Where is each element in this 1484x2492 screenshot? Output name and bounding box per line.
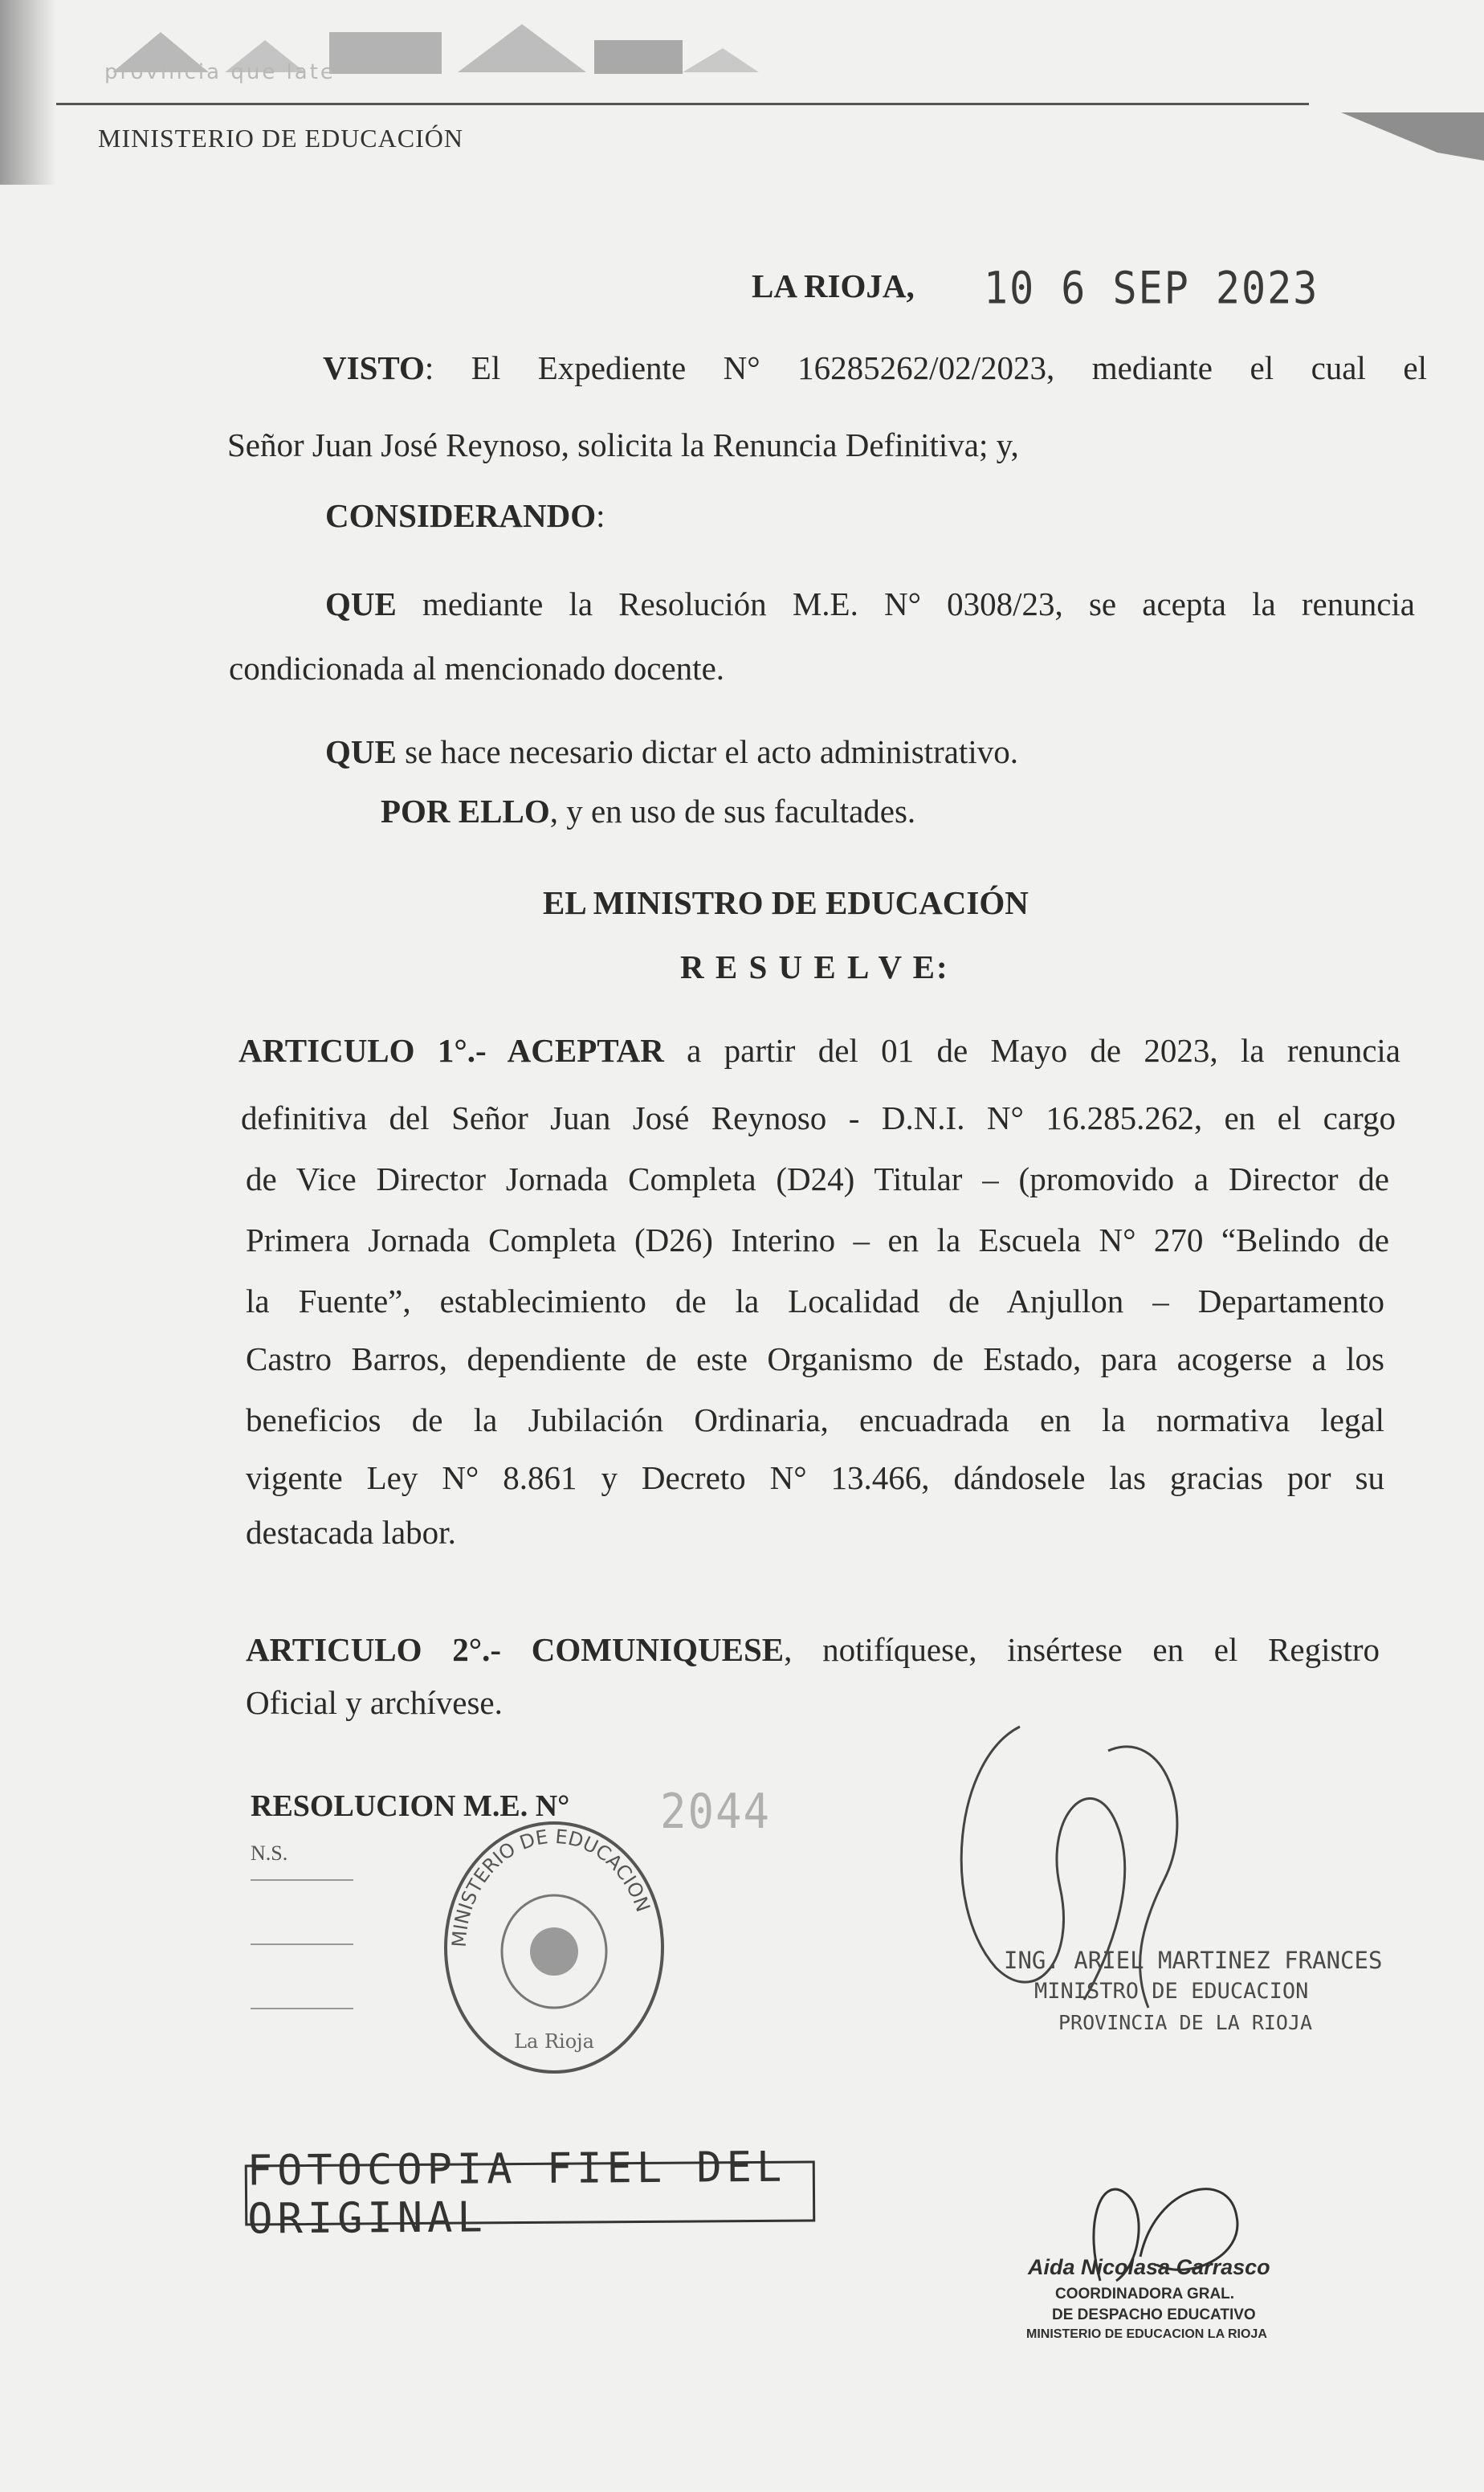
ns-line-3 — [251, 2008, 353, 2009]
que1-label: QUE — [325, 585, 397, 622]
resolucion-number: 2044 — [660, 1783, 772, 1840]
art1-line4: Primera Jornada Completa (D26) Interino – en la Escuela N° 270 “Belindo de — [246, 1222, 1389, 1258]
header-rule — [56, 103, 1309, 105]
porello-label: POR ELLO — [381, 793, 550, 830]
que2-label: QUE — [325, 733, 397, 770]
que2-text: se hace necesario dictar el acto administrativo. — [396, 733, 1018, 770]
art1-line1 — [238, 1034, 1400, 1067]
sig1-title: MINISTRO DE EDUCACION — [1034, 1979, 1309, 2004]
art1-label: ARTICULO 1°.- ACEPTAR — [238, 1032, 664, 1069]
seal-ring-text: MINISTERIO DE EDUCACION — [447, 1825, 654, 1948]
que1-line1 — [325, 585, 1415, 622]
art2-label: ARTICULO 2°.- COMUNIQUESE — [246, 1631, 785, 1668]
resuelve-heading: R E S U E L V E: — [680, 948, 949, 985]
art1-line7: beneficios de la Jubilación Ordinaria, encuadrada en la normativa legal — [246, 1401, 1384, 1438]
art1-line6: Castro Barros, dependiente de este Organismo de Estado, para acogerse a los — [246, 1340, 1384, 1377]
resolucion-label: RESOLUCION M.E. N° — [251, 1789, 570, 1823]
que1-line2: condicionada al mencionado docente. — [229, 650, 725, 687]
visto-label: VISTO — [323, 349, 425, 386]
minister-title: EL MINISTRO DE EDUCACIÓN — [543, 884, 1029, 921]
art2-line2: Oficial y archívese. — [246, 1684, 503, 1721]
date-place: LA RIOJA, — [752, 267, 915, 304]
fotocopia-stamp: FOTOCOPIA FIEL DEL ORIGINAL — [245, 2161, 816, 2226]
visto-text1: : El Expediente N° 16285262/02/2023, mediante el cual el — [424, 349, 1427, 386]
considerando-heading — [325, 497, 605, 534]
corner-mark — [1341, 112, 1484, 161]
visto-line2: Señor Juan José Reynoso, solicita la Renuncia Definitiva; y, — [227, 426, 1019, 463]
ns-line-2 — [251, 1943, 353, 1945]
considerando-label: CONSIDERANDO — [325, 497, 597, 534]
seal-bottom-text: La Rioja — [514, 2030, 594, 2053]
ns-line-1 — [251, 1879, 353, 1881]
art1-line8: vigente Ley N° 8.861 y Decreto N° 13.466, dándosele las gracias por su — [246, 1459, 1384, 1496]
art1-line2: definitiva del Señor Juan José Reynoso - D.N.I. N° 16.285.262, en el cargo — [241, 1099, 1396, 1136]
porello-line — [381, 795, 915, 828]
official-seal — [434, 1815, 675, 2080]
sig2-title1: COORDINADORA GRAL. — [1055, 2286, 1235, 2302]
art1-line5: la Fuente”, establecimiento de la Localidad de Anjullon – Departamento — [246, 1283, 1384, 1319]
art2-text1: , notifíquese, insértese en el Registro — [784, 1631, 1380, 1668]
scan-shadow — [0, 0, 56, 185]
art1-line3: de Vice Director Jornada Completa (D24) Titular – (promovido a Director de — [246, 1160, 1389, 1197]
visto-line1 — [323, 349, 1427, 386]
logo-tagline: provincia que late — [104, 60, 336, 84]
sig1-name: ING. ARIEL MARTINEZ FRANCES — [1004, 1947, 1383, 1974]
sig2-name: Aida Nicolasa Carrasco — [1028, 2255, 1270, 2279]
date-stamp: 10 6 SEP 2023 — [984, 263, 1319, 314]
art1-line9: destacada labor. — [246, 1514, 456, 1551]
art2-line1 — [246, 1633, 1380, 1666]
considerando-colon: : — [596, 497, 605, 534]
ns-label: N.S. — [251, 1841, 288, 1865]
porello-text: , y en uso de sus facultades. — [549, 793, 916, 830]
sig1-province: PROVINCIA DE LA RIOJA — [1058, 2011, 1313, 2034]
que2-line — [325, 733, 1018, 770]
sig2-title2: DE DESPACHO EDUCATIVO — [1052, 2306, 1256, 2323]
sig2-org: MINISTERIO DE EDUCACION LA RIOJA — [1026, 2327, 1267, 2341]
ministry-heading: MINISTERIO DE EDUCACIÓN — [98, 124, 463, 153]
art1-text0: a partir del 01 de Mayo de 2023, la renuncia — [663, 1032, 1400, 1069]
que1-text1: mediante la Resolución M.E. N° 0308/23, se acepta la renuncia — [396, 585, 1415, 622]
